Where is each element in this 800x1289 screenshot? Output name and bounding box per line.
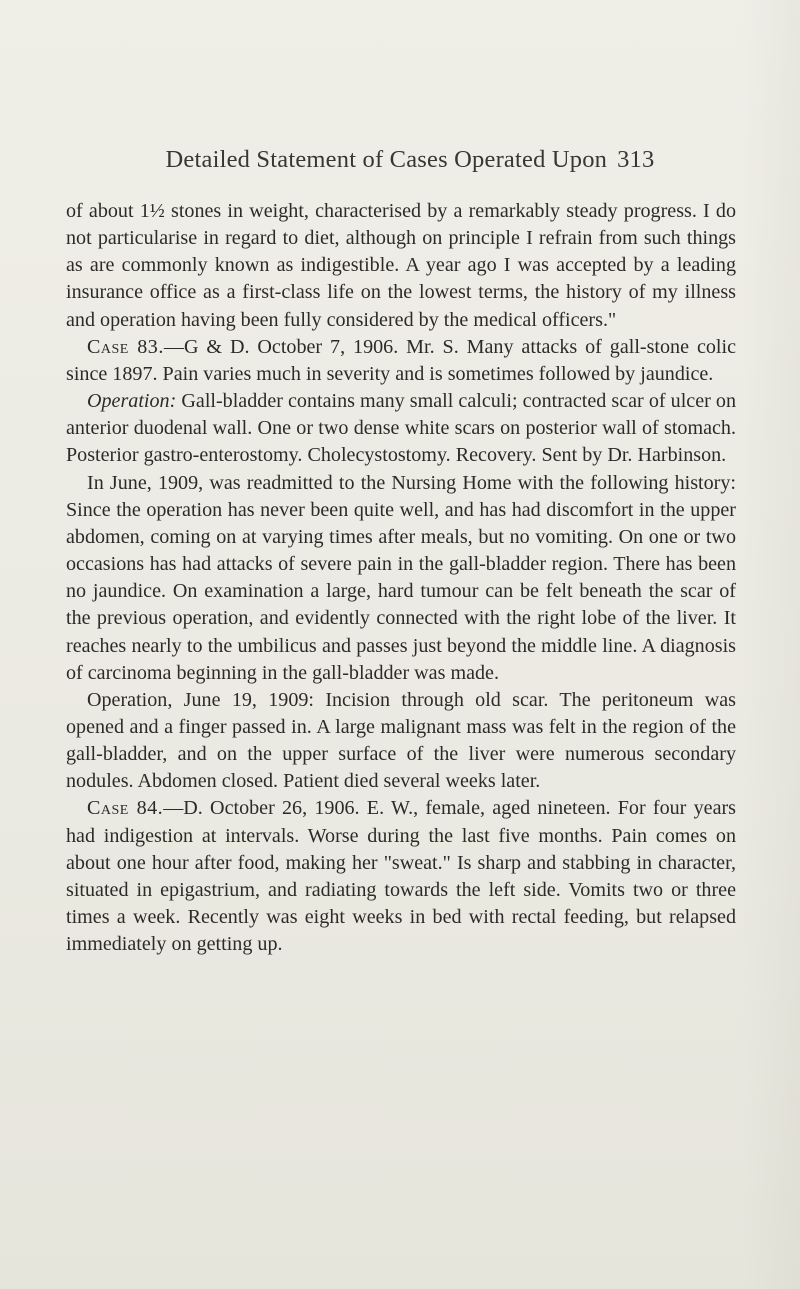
paragraph-readmission: [66, 470, 736, 687]
paragraph-text: In June, 1909, was readmitted to the Nursing Home with the following history: Since the operation has never been quite well, and has had discomfort in the upper abdomen, coming on at varying times after meals, but no vomiting. On one or two occasions has had attacks of severe pain in the gall-bladder region. There has been no jaundice. On examination a large, hard tumour can be felt beneath the scar of the previous operation, and evidently connected with the right lobe of the liver. It reaches nearly to the umbilicus and passes just beyond the middle line. A diagnosis of carcinoma beginning in the gall-bladder was made.: [66, 471, 736, 684]
paragraph-text: —D. October 26, 1906. E. W., female, aged nineteen. For four years had indigestion at intervals. Worse during the last five months. Pain comes on about one hour after food, making her "sweat." Is sharp and stabbing in character, situated in epigastrium, and radiating towards the left side. Vomits two or three times a week. Recently was eight weeks in bed with rectal feeding, but relapsed immediately on getting up.: [66, 797, 736, 956]
paragraph-case-83: [66, 334, 736, 388]
paragraph-second-operation: [66, 687, 736, 796]
case-label: Case 84.: [87, 797, 164, 820]
paragraph-continuation: [66, 198, 736, 334]
paragraph-text: Gall-bladder contains many small calculi; contracted scar of ulcer on anterior duodenal wall. One or two dense white scars on posterior wall of stomach. Posterior gastro-enterostomy. Cholecystostomy. Recovery. Sent by Dr. Harbinson.: [66, 390, 736, 467]
page-number: 313: [617, 146, 655, 173]
body-text: [66, 198, 736, 958]
paragraph-operation: [66, 388, 736, 469]
page-edge-shadow: [740, 0, 800, 1289]
running-header: [70, 146, 750, 174]
case-label: Case 83.: [87, 335, 164, 358]
operation-label: Operation:: [87, 390, 177, 413]
paragraph-text: Operation, June 19, 1909: Incision through old scar. The peritoneum was opened and a finger passed in. A large malignant mass was felt in the region of the gall-bladder, and on the upper surface of the liver were numerous secondary nodules. Abdomen closed. Patient died several weeks later.: [66, 688, 736, 793]
paragraph-text: of about 1½ stones in weight, characterised by a remarkably steady progress. I do not particularise in regard to diet, although on principle I refrain from such things as are commonly known as indigestible. A year ago I was accepted by a leading insurance office as a first-class life on the lowest terms, the history of my illness and operation having been fully considered by the medical officers.": [66, 200, 736, 331]
paragraph-text: —G & D. October 7, 1906. Mr. S. Many attacks of gall-stone colic since 1897. Pain varies much in severity and is sometimes followed by jaundice.: [66, 335, 736, 385]
paragraph-case-84: [66, 795, 736, 958]
running-header-title: Detailed Statement of Cases Operated Upon: [165, 146, 608, 173]
